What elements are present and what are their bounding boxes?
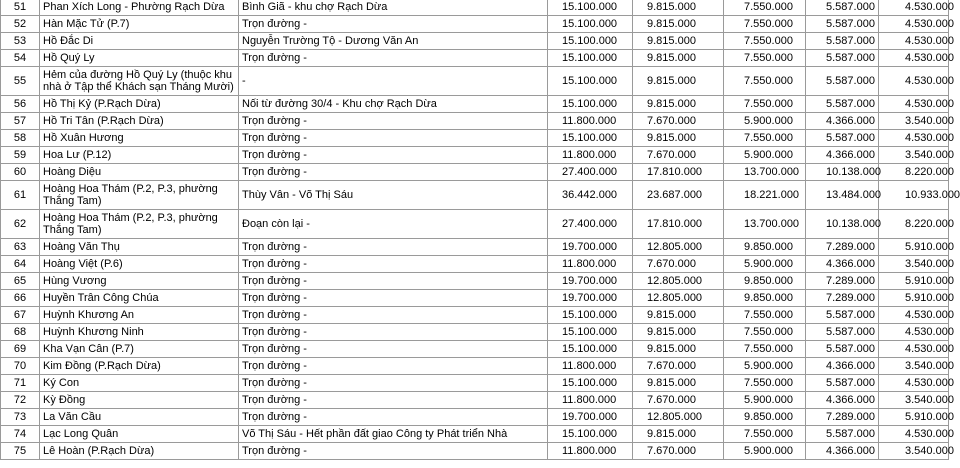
price-position-3-cell: 7.550.000 <box>724 130 806 147</box>
price-position-3-cell: 7.550.000 <box>724 67 806 96</box>
price-position-2-cell: 9.815.000 <box>633 375 724 392</box>
table-row <box>1 210 949 239</box>
street-name-cell: Hàn Mặc Tử (P.7) <box>40 16 239 33</box>
row-number-cell: 75 <box>1 443 40 460</box>
price-position-3-cell: 9.850.000 <box>724 409 806 426</box>
price-position-1-cell: 11.800.000 <box>548 358 633 375</box>
road-segment-cell: Trọn đường - <box>239 164 548 181</box>
table-row <box>1 273 949 290</box>
price-position-1-cell: 11.800.000 <box>548 113 633 130</box>
price-position-2-cell: 7.670.000 <box>633 392 724 409</box>
street-name-cell: Hoàng Văn Thụ <box>40 239 239 256</box>
price-position-1-cell: 15.100.000 <box>548 324 633 341</box>
street-name-cell: Kim Đồng (P.Rạch Dừa) <box>40 358 239 375</box>
row-number-cell: 58 <box>1 130 40 147</box>
road-segment-cell: Trọn đường - <box>239 409 548 426</box>
street-name-cell: Hồ Thị Kỷ (P.Rạch Dừa) <box>40 96 239 113</box>
price-position-4-cell: 5.587.000 <box>806 96 879 113</box>
row-number-cell: 72 <box>1 392 40 409</box>
price-position-4-cell: 5.587.000 <box>806 375 879 392</box>
road-segment-cell: Trọn đường - <box>239 307 548 324</box>
street-name-cell: Lê Hoàn (P.Rạch Dừa) <box>40 443 239 460</box>
table-row <box>1 130 949 147</box>
price-position-5-cell: 4.530.000 <box>879 33 949 50</box>
price-position-3-cell: 7.550.000 <box>724 324 806 341</box>
price-position-5-cell: 3.540.000 <box>879 256 949 273</box>
price-position-4-cell: 5.587.000 <box>806 307 879 324</box>
street-name-cell: Phan Xích Long - Phường Rạch Dừa <box>40 0 239 16</box>
row-number-cell: 51 <box>1 0 40 16</box>
street-name-cell: Hoàng Diệu <box>40 164 239 181</box>
table-body <box>1 0 960 460</box>
price-position-2-cell: 12.805.000 <box>633 239 724 256</box>
street-name-cell: Hẻm của đường Hồ Quý Ly (thuộc khu nhà ở Tập thể Khách sạn Tháng Mười) <box>40 67 239 96</box>
price-position-1-cell: 15.100.000 <box>548 33 633 50</box>
price-position-2-cell: 9.815.000 <box>633 50 724 67</box>
price-position-1-cell: 11.800.000 <box>548 392 633 409</box>
price-position-1-cell: 27.400.000 <box>548 210 633 239</box>
price-position-4-cell: 4.366.000 <box>806 392 879 409</box>
price-position-2-cell: 9.815.000 <box>633 341 724 358</box>
row-number-cell: 65 <box>1 273 40 290</box>
row-number-cell: 66 <box>1 290 40 307</box>
row-number-cell: 73 <box>1 409 40 426</box>
price-position-4-cell: 13.484.000 <box>806 181 879 210</box>
price-position-2-cell: 9.815.000 <box>633 16 724 33</box>
road-segment-cell: Thùy Vân - Võ Thị Sáu <box>239 181 548 210</box>
price-position-4-cell: 10.138.000 <box>806 164 879 181</box>
price-position-1-cell: 15.100.000 <box>548 50 633 67</box>
table-row <box>1 147 949 164</box>
price-position-4-cell: 4.366.000 <box>806 256 879 273</box>
price-position-1-cell: 11.800.000 <box>548 256 633 273</box>
table-row <box>1 16 949 33</box>
street-name-cell: Kỳ Đồng <box>40 392 239 409</box>
table-row <box>1 33 949 50</box>
price-position-1-cell: 15.100.000 <box>548 341 633 358</box>
price-position-2-cell: 9.815.000 <box>633 96 724 113</box>
table-row <box>1 341 949 358</box>
price-position-2-cell: 7.670.000 <box>633 256 724 273</box>
price-position-5-cell: 4.530.000 <box>879 324 949 341</box>
price-position-5-cell: 3.540.000 <box>879 147 949 164</box>
price-position-4-cell: 7.289.000 <box>806 290 879 307</box>
price-position-1-cell: 15.100.000 <box>548 16 633 33</box>
price-position-2-cell: 9.815.000 <box>633 130 724 147</box>
price-position-5-cell: 3.540.000 <box>879 443 949 460</box>
price-position-3-cell: 7.550.000 <box>724 33 806 50</box>
price-position-4-cell: 5.587.000 <box>806 50 879 67</box>
price-position-2-cell: 12.805.000 <box>633 273 724 290</box>
street-name-cell: Hoàng Việt (P.6) <box>40 256 239 273</box>
price-position-1-cell: 36.442.000 <box>548 181 633 210</box>
price-position-2-cell: 7.670.000 <box>633 113 724 130</box>
road-segment-cell: Trọn đường - <box>239 147 548 164</box>
price-position-3-cell: 7.550.000 <box>724 375 806 392</box>
price-position-1-cell: 19.700.000 <box>548 290 633 307</box>
price-position-3-cell: 5.900.000 <box>724 358 806 375</box>
street-name-cell: Hồ Xuân Hương <box>40 130 239 147</box>
price-position-3-cell: 7.550.000 <box>724 16 806 33</box>
road-segment-cell: Võ Thị Sáu - Hết phần đất giao Công ty Phát triển Nhà <box>239 426 548 443</box>
row-number-cell: 57 <box>1 113 40 130</box>
price-position-5-cell: 4.530.000 <box>879 50 949 67</box>
row-number-cell: 71 <box>1 375 40 392</box>
street-name-cell: Huỳnh Khương An <box>40 307 239 324</box>
price-position-3-cell: 9.850.000 <box>724 273 806 290</box>
road-segment-cell: Trọn đường - <box>239 392 548 409</box>
street-name-cell: Hồ Quý Ly <box>40 50 239 67</box>
price-position-2-cell: 9.815.000 <box>633 0 724 16</box>
price-position-5-cell: 3.540.000 <box>879 392 949 409</box>
price-position-4-cell: 5.587.000 <box>806 426 879 443</box>
price-position-3-cell: 5.900.000 <box>724 147 806 164</box>
table-row <box>1 409 949 426</box>
row-number-cell: 62 <box>1 210 40 239</box>
price-position-5-cell: 3.540.000 <box>879 113 949 130</box>
price-position-3-cell: 7.550.000 <box>724 341 806 358</box>
table-row <box>1 290 949 307</box>
street-name-cell: Hoàng Hoa Thám (P.2, P.3, phường Thắng Tam) <box>40 210 239 239</box>
price-position-4-cell: 4.366.000 <box>806 358 879 375</box>
price-position-2-cell: 23.687.000 <box>633 181 724 210</box>
table-row <box>1 324 949 341</box>
table-row <box>1 50 949 67</box>
price-position-5-cell: 4.530.000 <box>879 16 949 33</box>
price-position-5-cell: 3.540.000 <box>879 358 949 375</box>
street-name-cell: Hoàng Hoa Thám (P.2, P.3, phường Thắng Tam) <box>40 181 239 210</box>
price-position-3-cell: 13.700.000 <box>724 164 806 181</box>
row-number-cell: 64 <box>1 256 40 273</box>
price-position-5-cell: 4.530.000 <box>879 307 949 324</box>
table-row <box>1 443 949 460</box>
street-name-cell: La Văn Cầu <box>40 409 239 426</box>
road-segment-cell: Trọn đường - <box>239 273 548 290</box>
price-position-1-cell: 15.100.000 <box>548 0 633 16</box>
row-number-cell: 52 <box>1 16 40 33</box>
road-segment-cell: Nối từ đường 30/4 - Khu chợ Rạch Dừa <box>239 96 548 113</box>
price-position-3-cell: 7.550.000 <box>724 307 806 324</box>
row-number-cell: 56 <box>1 96 40 113</box>
price-position-2-cell: 17.810.000 <box>633 210 724 239</box>
price-position-4-cell: 5.587.000 <box>806 0 879 16</box>
price-position-4-cell: 7.289.000 <box>806 239 879 256</box>
price-position-1-cell: 15.100.000 <box>548 96 633 113</box>
price-position-5-cell: 4.530.000 <box>879 96 949 113</box>
price-position-2-cell: 7.670.000 <box>633 443 724 460</box>
price-position-1-cell: 19.700.000 <box>548 409 633 426</box>
price-position-3-cell: 7.550.000 <box>724 426 806 443</box>
table-row <box>1 181 949 210</box>
price-position-4-cell: 7.289.000 <box>806 273 879 290</box>
row-number-cell: 60 <box>1 164 40 181</box>
road-segment-cell: Nguyễn Trường Tộ - Dương Văn An <box>239 33 548 50</box>
row-number-cell: 54 <box>1 50 40 67</box>
price-position-3-cell: 7.550.000 <box>724 96 806 113</box>
street-name-cell: Hùng Vương <box>40 273 239 290</box>
row-number-cell: 59 <box>1 147 40 164</box>
table-row <box>1 358 949 375</box>
table-row <box>1 164 949 181</box>
row-number-cell: 70 <box>1 358 40 375</box>
street-name-cell: Ký Con <box>40 375 239 392</box>
price-position-4-cell: 10.138.000 <box>806 210 879 239</box>
road-segment-cell: - <box>239 67 548 96</box>
price-position-3-cell: 5.900.000 <box>724 443 806 460</box>
price-position-3-cell: 18.221.000 <box>724 181 806 210</box>
price-position-3-cell: 13.700.000 <box>724 210 806 239</box>
price-position-5-cell: 4.530.000 <box>879 375 949 392</box>
price-position-5-cell: 5.910.000 <box>879 409 949 426</box>
price-position-2-cell: 9.815.000 <box>633 33 724 50</box>
price-position-1-cell: 19.700.000 <box>548 239 633 256</box>
row-number-cell: 53 <box>1 33 40 50</box>
road-segment-cell: Trọn đường - <box>239 358 548 375</box>
row-number-cell: 67 <box>1 307 40 324</box>
street-name-cell: Hoa Lư (P.12) <box>40 147 239 164</box>
price-position-5-cell: 4.530.000 <box>879 426 949 443</box>
table-row <box>1 256 949 273</box>
price-position-2-cell: 9.815.000 <box>633 307 724 324</box>
road-segment-cell: Bình Giã - khu chợ Rạch Dừa <box>239 0 548 16</box>
row-number-cell: 68 <box>1 324 40 341</box>
price-position-5-cell: 10.933.000 <box>879 181 949 210</box>
price-position-3-cell: 5.900.000 <box>724 392 806 409</box>
price-position-4-cell: 5.587.000 <box>806 324 879 341</box>
price-position-4-cell: 5.587.000 <box>806 16 879 33</box>
price-position-3-cell: 9.850.000 <box>724 290 806 307</box>
street-name-cell: Hồ Tri Tân (P.Rạch Dừa) <box>40 113 239 130</box>
road-segment-cell: Trọn đường - <box>239 50 548 67</box>
price-position-1-cell: 27.400.000 <box>548 164 633 181</box>
price-position-3-cell: 9.850.000 <box>724 239 806 256</box>
price-position-2-cell: 7.670.000 <box>633 358 724 375</box>
row-number-cell: 61 <box>1 181 40 210</box>
table-row <box>1 0 949 16</box>
street-name-cell: Lạc Long Quân <box>40 426 239 443</box>
table-row <box>1 67 949 96</box>
price-position-1-cell: 15.100.000 <box>548 426 633 443</box>
price-position-4-cell: 5.587.000 <box>806 341 879 358</box>
price-position-1-cell: 11.800.000 <box>548 147 633 164</box>
price-position-3-cell: 5.900.000 <box>724 113 806 130</box>
street-name-cell: Hồ Đắc Di <box>40 33 239 50</box>
price-position-2-cell: 9.815.000 <box>633 426 724 443</box>
price-position-1-cell: 11.800.000 <box>548 443 633 460</box>
road-segment-cell: Trọn đường - <box>239 324 548 341</box>
price-position-3-cell: 7.550.000 <box>724 0 806 16</box>
road-segment-cell: Trọn đường - <box>239 130 548 147</box>
price-position-5-cell: 4.530.000 <box>879 67 949 96</box>
price-position-5-cell: 8.220.000 <box>879 210 949 239</box>
price-position-2-cell: 17.810.000 <box>633 164 724 181</box>
price-position-2-cell: 12.805.000 <box>633 409 724 426</box>
road-segment-cell: Trọn đường - <box>239 290 548 307</box>
road-segment-cell: Trọn đường - <box>239 239 548 256</box>
road-segment-cell: Trọn đường - <box>239 443 548 460</box>
road-segment-cell: Đoạn còn lại - <box>239 210 548 239</box>
price-position-5-cell: 5.910.000 <box>879 273 949 290</box>
road-segment-cell: Trọn đường - <box>239 256 548 273</box>
price-position-5-cell: 4.530.000 <box>879 130 949 147</box>
road-segment-cell: Trọn đường - <box>239 16 548 33</box>
street-name-cell: Huyền Trân Công Chúa <box>40 290 239 307</box>
price-position-2-cell: 9.815.000 <box>633 324 724 341</box>
price-position-1-cell: 15.100.000 <box>548 375 633 392</box>
price-position-1-cell: 15.100.000 <box>548 307 633 324</box>
table-row <box>1 375 949 392</box>
table-row <box>1 307 949 324</box>
row-number-cell: 55 <box>1 67 40 96</box>
table-row <box>1 96 949 113</box>
price-position-4-cell: 7.289.000 <box>806 409 879 426</box>
price-position-5-cell: 8.220.000 <box>879 164 949 181</box>
road-segment-cell: Trọn đường - <box>239 375 548 392</box>
table-row <box>1 392 949 409</box>
table-row <box>1 239 949 256</box>
price-position-2-cell: 7.670.000 <box>633 147 724 164</box>
row-number-cell: 69 <box>1 341 40 358</box>
price-position-4-cell: 5.587.000 <box>806 67 879 96</box>
price-position-2-cell: 12.805.000 <box>633 290 724 307</box>
price-position-4-cell: 4.366.000 <box>806 443 879 460</box>
street-name-cell: Huỳnh Khương Ninh <box>40 324 239 341</box>
price-position-4-cell: 5.587.000 <box>806 33 879 50</box>
price-position-1-cell: 19.700.000 <box>548 273 633 290</box>
price-position-1-cell: 15.100.000 <box>548 130 633 147</box>
table-row <box>1 426 949 443</box>
price-position-5-cell: 4.530.000 <box>879 0 949 16</box>
street-name-cell: Kha Vạn Cân (P.7) <box>40 341 239 358</box>
price-position-5-cell: 5.910.000 <box>879 290 949 307</box>
price-position-4-cell: 4.366.000 <box>806 147 879 164</box>
price-position-5-cell: 5.910.000 <box>879 239 949 256</box>
row-number-cell: 74 <box>1 426 40 443</box>
road-segment-cell: Trọn đường - <box>239 341 548 358</box>
road-segment-cell: Trọn đường - <box>239 113 548 130</box>
price-position-1-cell: 15.100.000 <box>548 67 633 96</box>
price-position-4-cell: 4.366.000 <box>806 113 879 130</box>
price-position-5-cell: 4.530.000 <box>879 341 949 358</box>
row-number-cell: 63 <box>1 239 40 256</box>
price-position-3-cell: 7.550.000 <box>724 50 806 67</box>
price-position-2-cell: 9.815.000 <box>633 67 724 96</box>
price-position-3-cell: 5.900.000 <box>724 256 806 273</box>
price-position-4-cell: 5.587.000 <box>806 130 879 147</box>
table-row <box>1 113 949 130</box>
